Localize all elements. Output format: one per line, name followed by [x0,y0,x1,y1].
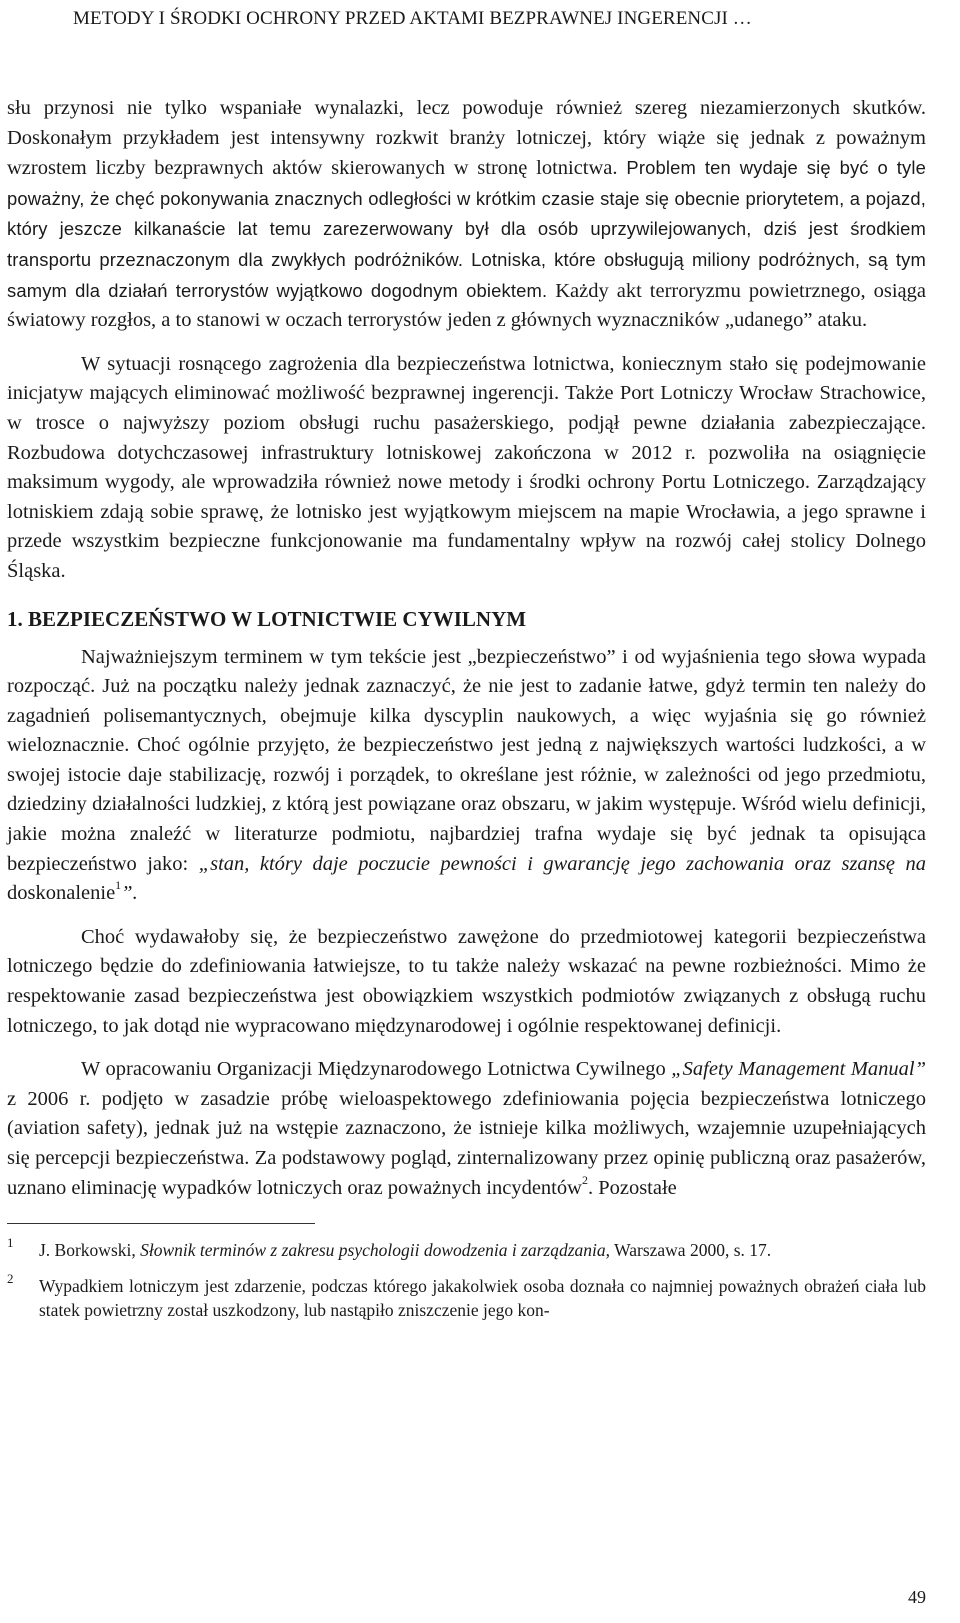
footnote-book-title: Słownik terminów z zakresu psychologii dowodzenia i zarządzania [140,1240,606,1261]
manual-title: „Safety Management Manual” [671,1058,926,1081]
page-number: 49 [908,1587,926,1607]
footnote-1 [7,1235,926,1263]
footnote-text: J. Borkowski, [39,1240,141,1261]
section-heading: 1. BEZPIECZEŃSTWO W LOTNICTWIE CYWILNYM [7,606,527,631]
footnote-2 [7,1270,926,1323]
definition-quote-tail: doskonalenie [7,882,116,905]
paragraph-intro-part-1: słu przynosi nie tylko wspaniałe wynalazki, lecz powoduje również szereg niezamierzonych skutków. Doskonałym przykładem jest intensywny rozkwit branży lotniczej, który wiąże się jednak z poważnym wzrostem liczby bezprawnych aktów skierowanych w stronę lotnictwa. [7,97,926,180]
paragraph-definition-text: Najważniejszym terminem w tym tekście jest „bezpieczeństwo” i od wyjaśnienia tego słowa wypada rozpocząć. Już na początku należy jednak zaznaczyć, że nie jest to zadanie łatwe, gdyż termin ten należy do zagadnień polisemantycznych, obejmuje kilka dyscyplin naukowych, a więc wyjaśnia się go również wieloznacznie. Choć ogólnie przyjęto, że bezpieczeństwo jest jedną z największych wartości ludzkości, a w swojej istocie daje stabilizację, rozwój i porządek, to określane jest różnie, w zależności od jego przedmiotu, dziedziny działalności ludzkiej, z którą jest powiązane oraz obszaru, w jakim występuje. Wśród wielu definicji, jakie można znaleźć w literaturze podmiotu, najbardziej trafna wydaje się być jednak ta opisująca bezpieczeństwo jako: [7,645,926,875]
running-header: METODY I ŚRODKI OCHRONY PRZED AKTAMI BEZPRAWNEJ INGERENCJI … [73,8,752,29]
paragraph-aviation-safety: Choć wydawałoby się, że bezpieczeństwo zawężone do przedmiotowej kategorii bezpieczeństwa lotniczego będzie do zdefiniowania łatwiejsze, to tu także należy wskazać na pewne rozbieżności. Mimo że respektowanie zasad bezpieczeństwa jest obowiązkiem wszystkich podmiotów związanych z obsługą ruchu lotniczego, to jak dotąd nie wypracowano międzynarodowej i ogólnie respektowanej definicji. [7,925,926,1037]
paragraph-icao-text-2: z 2006 r. podjęto w zasadzie próbę wieloaspektowego zdefiniowania pojęcia bezpieczeństwa lotniczego (aviation safety), jednak już na wstępie zaznaczono, że istnieje kilka możliwych, wzajemnie uzupełniających się percepcji bezpieczeństwa. Za podstawowy pogląd, zinternalizowany przez opinię publiczną oraz pasażerów, uznano eliminację wypadków lotniczych oraz poważnych incydentów [7,1087,926,1199]
paragraph-icao-text-1: W opracowaniu Organizacji Międzynarodowego Lotnictwa Cywilnego [81,1058,672,1081]
paragraph-definition [7,643,926,909]
paragraph-icao-text-3: . Pozostałe [587,1176,677,1199]
paragraph-intro-part-2: Problem ten wydaje się być o tyle poważny, że chęć pokonywania znacznych odległości w krótkim czasie staje się obecnie priorytetem, a pojazd, który jeszcze kilkanaście lat temu zarezerwowany był dla osób uprzywilejowanych, dziś jest środkiem transportu przeznaczonym dla zwykłych podróżników. Lotniska, które obsługują miliony podróżnych, są tym samym dla działań terrorystów wyjątkowo dogodnym obiektem. [7,157,926,301]
paragraph-intro [7,94,926,336]
footnote-text: Wypadkiem lotniczym jest zdarzenie, podczas którego jakakolwiek osoba doznała co najmniej poważnych obrażeń ciała lub statek powietrzny został uszkodzony, lub nastąpiło zniszczenie jego kon- [39,1275,926,1321]
footnote-ref-2[interactable]: 2 [581,1172,588,1187]
definition-quote-end: ”. [121,882,138,905]
paragraph-security-threat: W sytuacji rosnącego zagrożenia dla bezpieczeństwa lotnictwa, koniecznym stało się podejmowanie inicjatyw mających eliminować możliwość bezprawnej ingerencji. Także Port Lotniczy Wrocław Strachowice, w trosce o najwyższy poziom obsługi ruchu pasażerskiego, podjął pewne działania zabezpieczające. Rozbudowa dotychczasowej infrastruktury lotniskowej zakończona w 2012 r. pozwoliła na osiągnięcie maksimum wygody, ale wprowadziła również nowe metody i środki ochrony Portu Lotniczego. Zarządzający lotniskiem zdają sobie sprawę, że lotnisko jest wyjątkowym miejscem na mapie Wrocławia, a jego sprawne i przede wszystkim bezpieczne funkcjonowanie ma fundamentalny wpływ na rozwój całej stolicy Dolnego Śląska. [7,352,926,582]
paragraph-icao-manual [7,1055,926,1203]
footnote-number: 1 [7,1235,14,1251]
footnote-text-end: , Warszawa 2000, s. 17. [605,1240,772,1261]
footnote-number: 2 [7,1270,14,1286]
footnote-separator [7,1223,315,1224]
footnote-ref-1[interactable]: 1 [115,878,122,893]
paragraph-intro-part-3: Każdy akt terroryzmu powietrznego, osiąga światowy rozgłos, a to stanowi w oczach terrorystów jeden z głównych wyznaczników „udanego” ataku. [7,279,926,332]
definition-quote: „stan, który daje poczucie pewności i gwarancję jego zachowania oraz szansę na [198,852,926,875]
